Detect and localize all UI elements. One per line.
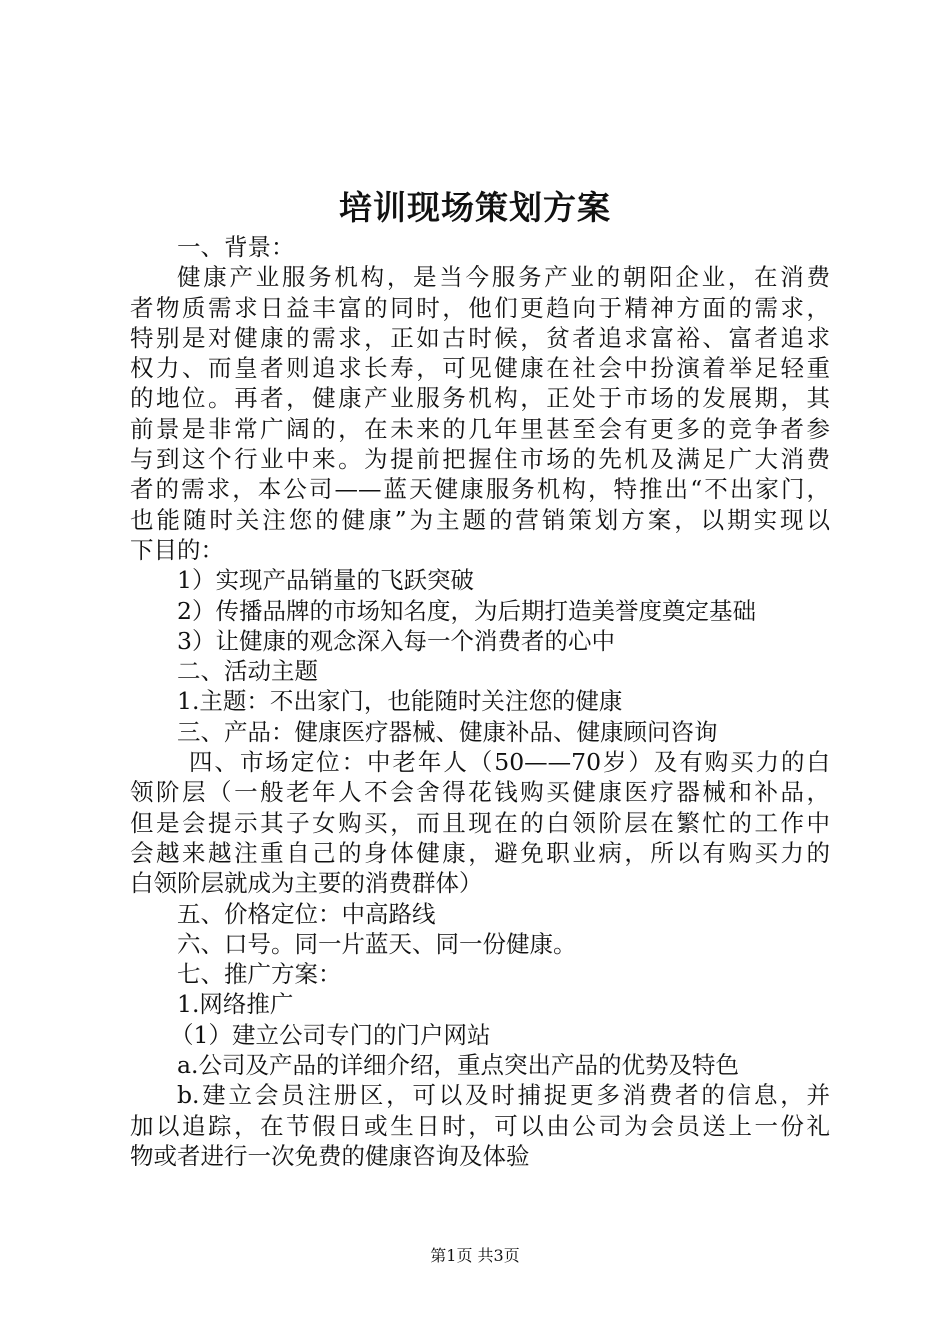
- text-line: 物或者进行一次免费的健康咨询及体验: [130, 1141, 530, 1170]
- text-line: 七、推广方案：: [177, 960, 342, 989]
- text-line: 二、活动主题: [177, 657, 318, 686]
- text-line: 领阶层（一般老年人不会舍得花钱购买健康医疗器械和补品，: [130, 778, 830, 807]
- text-line: 的地位。再者，健康产业服务机构，正处于市场的发展期，其: [130, 384, 830, 413]
- document-body: [130, 232, 830, 1171]
- text-line: 下目的：: [130, 535, 224, 564]
- text-line: 特别是对健康的需求，正如古时候，贫者追求富裕、富者追求: [130, 323, 830, 352]
- text-line: 1.网络推广: [177, 990, 294, 1019]
- text-line: 但是会提示其子女购买，而且现在的白领阶层在繁忙的工作中: [130, 808, 830, 837]
- page-title: 培训现场策划方案: [339, 188, 611, 227]
- text-line: 六、口号。同一片蓝天、同一份健康。: [177, 929, 577, 958]
- text-line: 1）实现产品销量的飞跃突破: [177, 566, 474, 595]
- text-line: b.建立会员注册区，可以及时捕捉更多消费者的信息，并: [177, 1081, 830, 1110]
- text-line: 三、产品：健康医疗器械、健康补品、健康顾问咨询: [177, 717, 718, 746]
- text-line: 者的需求，本公司——蓝天健康服务机构，特推出“不出家门，: [130, 475, 830, 504]
- text-line: 白领阶层就成为主要的消费群体）: [130, 869, 483, 898]
- text-line: 四、市场定位：中老年人（50——70岁）及有购买力的白: [189, 748, 830, 777]
- text-line: （1）建立公司专门的门户网站: [170, 1020, 491, 1049]
- text-line: 健康产业服务机构，是当今服务产业的朝阳企业，在消费: [177, 263, 830, 292]
- text-line: 2）传播品牌的市场知名度，为后期打造美誉度奠定基础: [177, 596, 756, 625]
- text-line: a.公司及产品的详细介绍，重点突出产品的优势及特色: [177, 1051, 739, 1080]
- text-line: 权力、而皇者则追求长寿，可见健康在社会中扮演着举足轻重: [130, 354, 830, 383]
- text-line: 加以追踪，在节假日或生日时，可以由公司为会员送上一份礼: [130, 1111, 830, 1140]
- text-line: 与到这个行业中来。为提前把握住市场的先机及满足广大消费: [130, 445, 830, 474]
- text-line: 1.主题：不出家门，也能随时关注您的健康: [177, 687, 623, 716]
- text-line: 也能随时关注您的健康”为主题的营销策划方案，以期实现以: [130, 505, 830, 534]
- text-line: 五、价格定位：中高路线: [177, 899, 436, 928]
- text-line: 会越来越注重自己的身体健康，避免职业病，所以有购买力的: [130, 838, 830, 867]
- text-line: 者物质需求日益丰富的同时，他们更趋向于精神方面的需求，: [130, 293, 830, 322]
- text-line: 前景是非常广阔的，在未来的几年里甚至会有更多的竞争者参: [130, 414, 830, 443]
- text-line: 3）让健康的观念深入每一个消费者的心中: [177, 626, 615, 655]
- page-footer: 第1页 共3页: [430, 1246, 520, 1265]
- text-line: 一、背景：: [177, 233, 295, 261]
